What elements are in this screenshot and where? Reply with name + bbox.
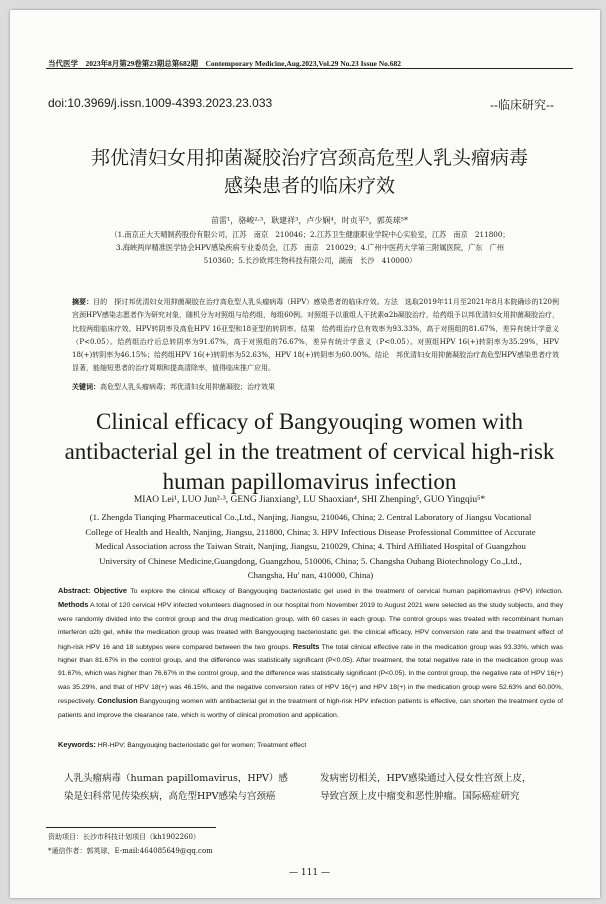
body-right-line2: 导致宫颈上皮中瘤变和恶性肿瘤。国际癌症研究 <box>320 791 520 802</box>
en-keywords <box>58 738 563 752</box>
running-header: 当代医学 2023年8月第29卷第23期总第682期 Contemporary Medicine,Aug.2023,Vol.29 No.23 Issue No.682 <box>48 59 402 68</box>
footnote-rule <box>46 827 216 828</box>
header-rule <box>46 68 573 69</box>
results-text: The total clinical effective rate in the medication group was 93.33%, which was higher than 81.67% in the control group, and the difference was statistically significant (P<0.05). After treatment, the total negative rate in the medication group was 91.67%, which was higher than 76.67% in the control group, and the difference was statistically significant (P<0.05). In the control group, the negative rate of HPV 16(+) was 35.29%, and that of HPV 18(+) was 46.15%, and the negative conversion rates of HPV 16(+) and HPV 18(+) in the medication group were 52.63% and 60.00%, respectively. <box>58 643 564 706</box>
en-keywords-text: HR-HPV; Bangyouqing bacteriostatic gel for women; Treatment effect <box>97 742 307 749</box>
en-affiliations <box>62 510 559 583</box>
en-abstract <box>58 584 563 722</box>
en-title-line3: human papillomavirus infection <box>162 469 457 494</box>
cn-abstract-text: 目的 探讨邦优清妇女用抑菌凝胶在治疗高危型人乳头瘤病毒（HPV）感染患者的临床疗效。方法 选取2019年11月至2021年8月本院确诊的120例宫颈HPV感染志愿者作为研究对象，随机分为对照组与给药组，每组60例。对照组予以重组人干扰素α2b凝胶治疗，给药组予以邦优清妇女用抑菌凝胶治疗，比较两组临床疗效、HPV转阴率及高危HPV 16亚型和18亚型的转阴率。结果 给药组治疗总有效率为93.33%，高于对照组的81.67%，差异有统计学意义（P<0.05）。给药组治疗后总转阴率为91.67%，高于对照组的76.67%，差异有统计学意义（P<0.05）。对照组HPV 16(+)转阴率为35.29%，HPV 18(+)转阴率为46.15%；给药组HPV 16(+)转阴率为52.63%，HPV 18(+)转阴率为60.00%。结论 邦优清妇女用抑菌凝胶治疗高危型HPV感染患者疗效显著，能缩短患者的治疗周期和提高清除率，值得临床推广应用。 <box>72 298 560 373</box>
objective-label: Objective <box>93 586 128 595</box>
conclusion-label: Conclusion <box>97 696 138 706</box>
cn-aff-line1: （1.南京正大天晴制药股份有限公司，江苏 南京 210046；2.江苏卫生健康职业学院中心实验室，江苏 南京 211800； <box>110 230 510 239</box>
en-aff-line4: University of Chinese Medicine,Guangdong, Guangzhou, 510006, China; 5. Changsha Oubang Biotechnology Co.,Ltd., <box>99 555 522 566</box>
cn-title-line2: 感染患者的临床疗效 <box>223 175 395 197</box>
journal-page <box>10 10 600 898</box>
cn-keywords-text: 高危型人乳头瘤病毒；邦优清妇女用抑菌凝胶；治疗效果 <box>100 383 275 391</box>
en-title-line1: Clinical efficacy of Bangyouqing women with <box>96 409 523 434</box>
body-left-line1: 人乳头瘤病毒（human papillomavirus，HPV）感 <box>64 773 288 784</box>
en-abstract-label: Abstract: <box>58 586 91 595</box>
body-right-line1: 发病密切相关，HPV感染通过入侵女性宫颈上皮， <box>320 773 532 784</box>
methods-label: Methods <box>58 600 89 610</box>
en-authors: MIAO Lei¹, LUO Jun²·³, GENG Jianxiang³, LU Shaoxian⁴, SHI Zhenping⁵, GUO Yingqiu⁵* <box>133 495 486 505</box>
conclusion-text: Bangyouqing women with antibacterial gel in the treatment of high-risk HPV infection patients is effective, can shorten the treatment cycle of patients and improve the clearance rate, which is worthy of clinical promotion and application. <box>58 698 564 719</box>
results-label: Results <box>292 641 320 651</box>
cn-aff-line3: 510360；5.长沙欧邦生物科技有限公司，湖南 长沙 410000） <box>203 256 417 265</box>
cn-aff-line2: 3.海峡两岸精准医学协会HPV感染疾病专业委员会，江苏 南京 210029；4.广州中医药大学第三附属医院，广东 广州 <box>115 243 505 252</box>
cn-title <box>46 144 573 200</box>
cn-keywords <box>72 380 559 394</box>
cn-abstract <box>72 295 559 376</box>
methods-text: A total of 120 cervical HPV infected volunteers diagnosed in our hospital from November 2019 to August 2021 were selected as the study subjects, and they were randomly divided into the control group and the drug medication group, with 60 cases in each group. The control groups was treated with recombinant human interferon α2b gel, while the medication group was treated with Bangyouqing bacteriostatic gel. the clinical efficacy, HPV conversion rate and the treatment effect of high-risk HPV 16 and 18 subtypes were compared between the two groups. <box>58 602 564 651</box>
en-aff-line1: (1. Zhengda Tianqing Pharmaceutical Co.,Ltd., Nanjing, Jiangsu, 210046, China; 2. Central Laboratory of Jiangsu Vocational <box>89 512 532 522</box>
en-title <box>46 407 573 497</box>
objective-text: To explore the clinical efficacy of Bangyouqing bacteriostatic gel used in the treatment of cervical human papillomavirus (HPV) infection. <box>130 588 563 595</box>
cn-keywords-label: 关键词： <box>72 382 100 391</box>
en-aff-line5: Changsha, Hu' nan, 410000, China) <box>247 570 374 581</box>
cn-authors: 苗雷¹，骆峻²·³，耿建祥³，卢少娴⁴，时贞平⁵，郭英球⁵* <box>211 216 408 225</box>
body-left-line2: 染是妇科常见传染疾病，高危型HPV感染与宫颈癌 <box>64 791 276 802</box>
cn-abstract-label: 摘要： <box>72 297 94 306</box>
en-keywords-label: Keywords: <box>58 740 96 749</box>
body-left-column <box>64 770 310 806</box>
footnote-fund: 资助项目：长沙市科技计划项目（kh1902260） <box>48 833 200 841</box>
en-aff-line3: Medical Association across the Taiwan Strait, Nanjing, Jiangsu, 210029, China; 4. Third Affiliated Hospital of Guangzhou <box>95 541 526 552</box>
footnote-corresponding: *通信作者：郭英球，E-mail:464085649@qq.com <box>48 847 213 855</box>
doi: doi:10.3969/j.issn.1009-4393.2023.23.033 <box>48 96 273 110</box>
cn-affiliations <box>64 228 556 267</box>
cn-title-line1: 邦优清妇女用抑菌凝胶治疗宫颈高危型人乳头瘤病毒 <box>90 147 528 169</box>
body-right-column <box>320 770 568 806</box>
en-aff-line2: College of Health and Health, Nanjing, Jiangsu, 211800, China; 3. HPV Infectious Disease Professional Committee of Accurate <box>85 526 536 537</box>
en-title-line2: antibacterial gel in the treatment of cervical high-risk <box>64 439 555 464</box>
column-label: --临床研究-- <box>490 98 554 112</box>
page-number: — 111 — <box>289 868 330 878</box>
